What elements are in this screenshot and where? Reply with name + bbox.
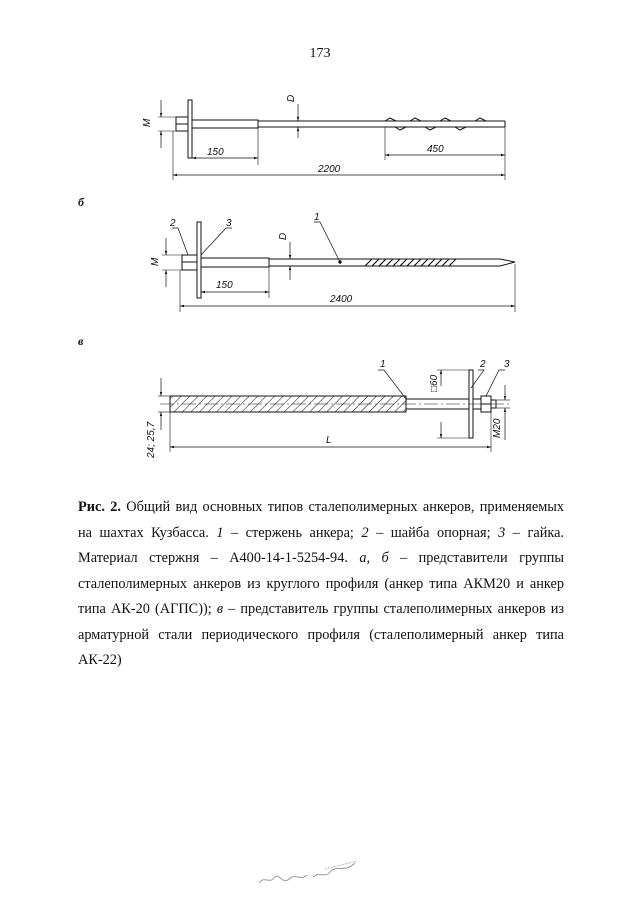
panel-b-callout-2: 2 [170,218,176,229]
panel-a-dim-m: M [142,118,153,127]
page-number: 173 [309,46,331,61]
caption-text: – шайба опорная; [368,524,499,541]
panel-c-callout-2: 2 [480,359,486,370]
panel-c-callout-1: 1 [380,359,386,370]
panel-a-dim-150: 150 [207,147,224,158]
panel-c-dim-m20: M20 [492,418,503,438]
panel-c-letter: в [78,334,84,348]
caption-text: Общий вид основных типов сталеполимерных анкеров, применяемых на шахтах Кузбасса. [78,499,564,541]
panel-a-dim-2200: 2200 [318,164,341,175]
caption-ref: 1 [216,524,224,541]
panel-c-dim-l: L [326,435,332,446]
caption-text: – гайка. Материал стержня – А400-14-1-5254-94. [78,524,564,566]
panel-b-dim-2400: 2400 [330,294,353,305]
caption-label: Рис. 2. [78,499,121,515]
support-plate [197,222,201,298]
caption-text: – представитель группы сталеполимерных анкеров из арматурной стали периодического профиля (сталеполимерный анкер типа АК-22) [78,601,565,668]
panel-b-callout-3: 3 [226,218,232,229]
caption-text: – стержень анкера; [223,524,362,541]
figure-caption [78,495,564,674]
panel-b-dim-d: D [278,232,289,240]
caption-ref: в [216,601,224,617]
support-plate [188,100,192,158]
panel-c-dim-diameter: 24; 25,7 [146,421,157,458]
panel-b-dim-m: M [150,257,161,266]
panel-c-dim-60: □60 [429,374,440,392]
panel-a-dim-d: D [286,94,297,102]
caption-text: – представители группы сталеполимерных анкеров из круглого профиля (анкер типа АКМ20 и анкер типа АК-20 (АГПС)); [78,550,564,617]
panel-b-dim-150: 150 [216,280,233,291]
panel-c [158,370,510,452]
panel-b-letter: б [78,195,84,209]
caption-ref: а, б [359,550,389,566]
caption-ref: 3 [498,524,506,541]
panel-b-callout-1: 1 [314,212,320,223]
caption-ref: 2 [361,524,369,541]
panel-a-dim-450: 450 [427,144,444,155]
signature-mark [255,855,365,890]
panel-c-callout-3: 3 [504,359,510,370]
